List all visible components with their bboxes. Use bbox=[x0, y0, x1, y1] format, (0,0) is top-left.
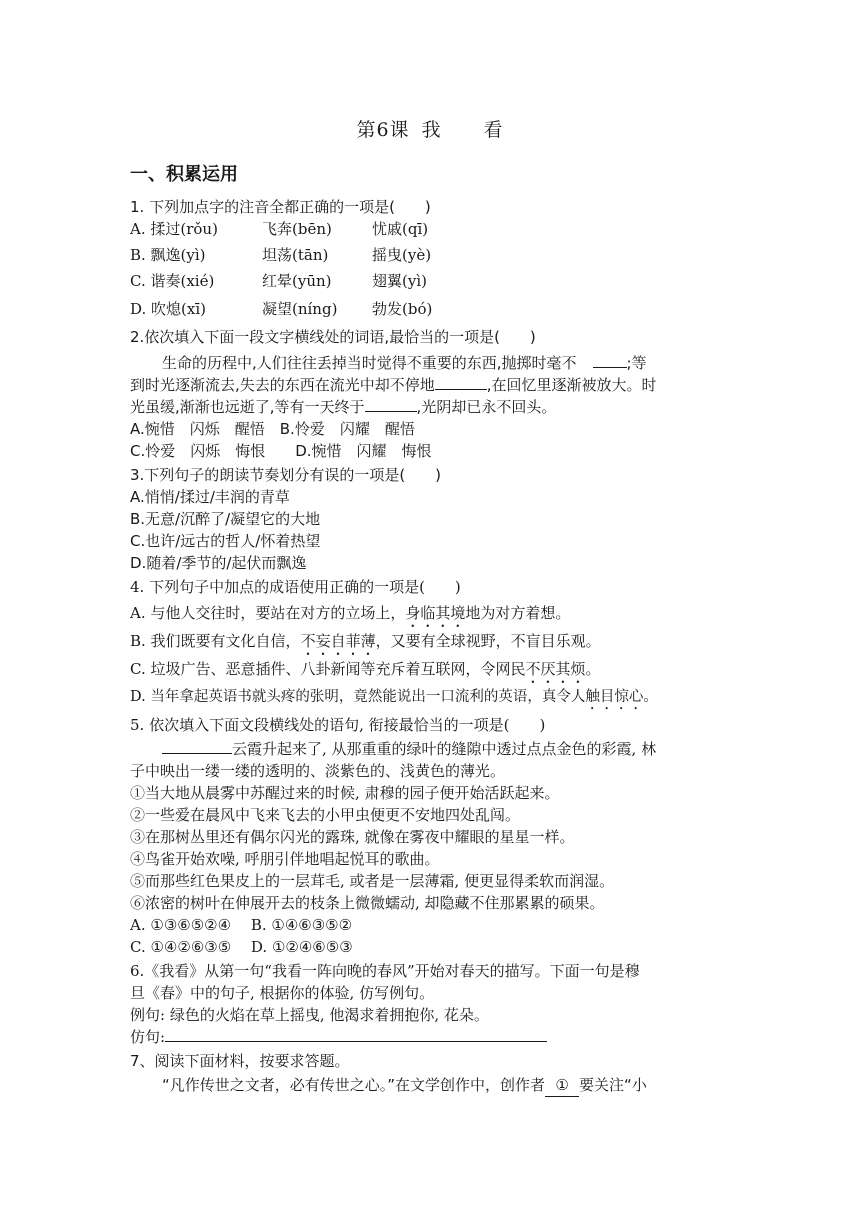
q4-option-c: C. 垃圾广告、恶意插件、八卦新闻等充斥着互联网，令网民不厌其烦。 bbox=[130, 660, 601, 678]
q4-c-idiom: 不厌其烦 bbox=[525, 660, 586, 678]
q2-stem: 2.依次填入下面一段文字横线处的词语,最恰当的一项是( ) bbox=[130, 328, 536, 346]
q6-example: 例句: 绿色的火焰在草上摇曳, 他渴求着拥抱你, 花朵。 bbox=[130, 1006, 489, 1024]
q4-option-b: B. 我们既要有文化自信，不妄自菲薄，又要有全球视野，不盲目乐观。 bbox=[130, 632, 601, 650]
q3-stem: 3.下列句子的朗读节奏划分有误的一项是( ) bbox=[130, 466, 442, 484]
q1-option-d: D. 吹熄(xī) 凝望(níng) 勃发(bó) bbox=[130, 300, 433, 318]
q3-option-c: C.也许/远古的哲人/怀着热望 bbox=[130, 532, 321, 550]
q7-blank-1: ① bbox=[545, 1074, 579, 1097]
q5-passage-line-1: 云霞升起来了, 从那重重的绿叶的缝隙中透过点点金色的彩霞, 林 bbox=[162, 738, 656, 760]
q4-stem: 4. 下列句子中加点的成语使用正确的一项是( ) bbox=[130, 578, 461, 596]
q1-option-c: C. 谐奏(xié) 红晕(yūn) 翅翼(yì) bbox=[130, 272, 427, 290]
q1-stem: 1. 下列加点字的注音全都正确的一项是( ) bbox=[130, 198, 431, 216]
q1-option-a: A. 揉过(rǒu) 飞奔(bēn) 忧戚(qī) bbox=[130, 220, 429, 238]
q2-blank-2 bbox=[435, 375, 487, 390]
q2-options-ab: A.惋惜 闪烁 醒悟 B.怜爱 闪耀 醒悟 bbox=[130, 420, 415, 438]
lesson-title bbox=[0, 115, 860, 142]
q5-sentence-5: ⑤而那些红色果皮上的一层茸毛, 或者是一层薄霜, 便更显得柔软而润湿。 bbox=[130, 872, 615, 890]
q5-stem: 5. 依次填入下面文段横线处的语句, 衔接最恰当的一项是( ) bbox=[130, 716, 546, 734]
q4-d-idiom: 触目惊心 bbox=[585, 689, 644, 705]
q5-passage-line-2: 子中映出一缕一缕的透明的、淡紫色的、浅黄色的薄光。 bbox=[130, 762, 506, 780]
q5-sentence-6: ⑥浓密的树叶在伸展开去的枝条上微微蠕动, 却隐藏不住那累累的硕果。 bbox=[130, 894, 605, 912]
title-word-1: 我 bbox=[421, 119, 442, 141]
q5-sentence-4: ④鸟雀开始欢噪, 呼朋引伴地唱起悦耳的歌曲。 bbox=[130, 850, 440, 868]
q6-answer-line bbox=[165, 1027, 547, 1042]
q2-blank-3 bbox=[365, 397, 417, 412]
q3-option-d: D.随着/季节的/起伏而飘逸 bbox=[130, 554, 307, 572]
q2-blank-1 bbox=[593, 353, 627, 368]
q6-stem-line-2: 旦《春》中的句子, 根据你的体验, 仿写例句。 bbox=[130, 984, 435, 1002]
q5-sentence-1: ①当大地从晨雾中苏醒过来的时候, 肃穆的园子便开始活跃起来。 bbox=[130, 784, 560, 802]
q5-options-cd: C. ①④②⑥③⑤ D. ①②④⑥⑤③ bbox=[130, 938, 353, 956]
title-word-2: 看 bbox=[483, 119, 504, 141]
q1-option-b: B. 飘逸(yì) 坦荡(tān) 摇曳(yè) bbox=[130, 246, 432, 264]
q2-passage-line-2: 到时光逐渐流去,失去的东西在流光中却不停地 ,在回忆里逐渐被放大。时 bbox=[130, 376, 657, 394]
q6-stem-line-1: 6.《我看》从第一句“我看一阵向晚的春风”开始对春天的描写。下面一句是穆 bbox=[130, 962, 640, 980]
q4-b-idiom: 不妄自菲薄 bbox=[300, 632, 376, 650]
q5-blank bbox=[162, 739, 232, 754]
q5-sentence-2: ②一些爱在晨风中飞来飞去的小甲虫便更不安地四处乱闯。 bbox=[130, 806, 521, 824]
q2-passage-line-1: 生命的历程中,人们往往丢掉当时觉得不重要的东西,抛掷时毫不 ;等 bbox=[162, 354, 647, 372]
q3-option-b: B.无意/沉醉了/凝望它的大地 bbox=[130, 510, 321, 528]
q2-passage-line-3: 光虽缓,渐渐也远逝了,等有一天终于 ,光阴却已永不回头。 bbox=[130, 398, 557, 416]
q2-options-cd: C.怜爱 闪烁 悔恨 D.惋惜 闪耀 悔恨 bbox=[130, 442, 432, 460]
q4-option-a: A. 与他人交往时，要站在对方的立场上，身临其境地为对方着想。 bbox=[130, 604, 571, 622]
q5-sentence-3: ③在那树丛里还有偶尔闪光的露珠, 就像在雾夜中耀眼的星星一样。 bbox=[130, 828, 575, 846]
q3-option-a: A.悄悄/揉过/丰润的青草 bbox=[130, 488, 290, 506]
q4-option-d: D. 当年拿起英语书就头疼的张明，竟然能说出一口流利的英语，真令人触目惊心。 bbox=[130, 689, 658, 705]
q4-a-idiom: 身临其境 bbox=[405, 604, 466, 622]
section-heading: 一、积累运用 bbox=[130, 164, 238, 185]
q7-passage-line-1: “凡作传世之文者，必有传世之心。”在文学创作中，创作者 ① 要关注“小 bbox=[162, 1074, 647, 1097]
q6-imitate: 仿句: bbox=[130, 1026, 547, 1048]
q5-options-ab: A. ①③⑥⑤②④ B. ①④⑥③⑤② bbox=[130, 916, 353, 934]
q7-stem: 7、阅读下面材料，按要求答题。 bbox=[130, 1052, 350, 1070]
lesson-number: 第6课 bbox=[356, 119, 410, 141]
